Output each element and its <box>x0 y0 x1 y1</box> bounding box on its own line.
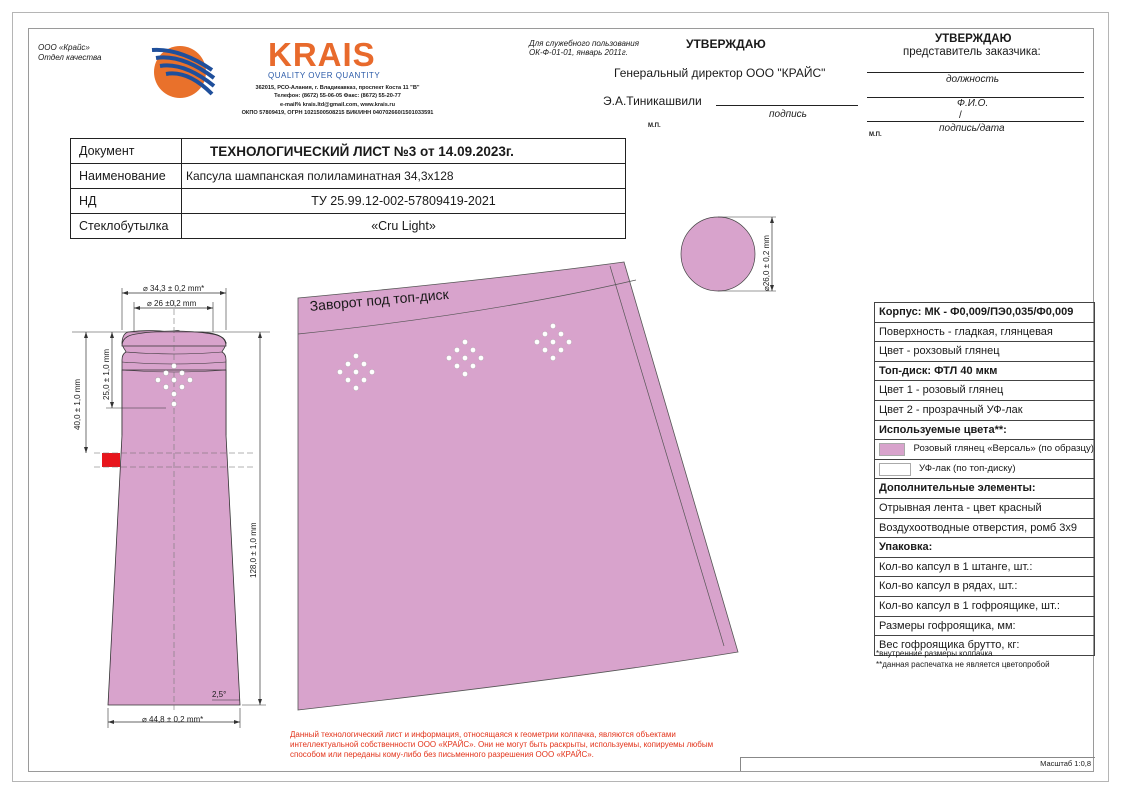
approve-title-left: УТВЕРЖДАЮ <box>686 37 766 51</box>
table-row <box>71 189 626 214</box>
color-label: Розовый глянец «Версаль» (по образцу) <box>913 443 1094 455</box>
color-swatch-pink <box>879 443 905 456</box>
customer-fio-caption: Ф.И.О. <box>957 98 989 109</box>
dim-height: 128,0 ± 1,0 mm <box>249 522 258 578</box>
bottle-value: «Cru Light» <box>371 219 436 233</box>
color-row <box>875 440 1094 460</box>
document-info-table <box>70 138 626 239</box>
product-name: Капсула шампанская полиламинатная 34,3х128 <box>182 164 626 189</box>
doc-title: ТЕХНОЛОГИЧЕСКИЙ ЛИСТ №3 от 14.09.2023г. <box>182 139 626 164</box>
brand-tagline: QUALITY OVER QUANTITY <box>268 71 381 80</box>
spec-row: Упаковка: <box>875 538 1094 558</box>
spec-row: Размеры гофроящика, мм: <box>875 617 1094 637</box>
note-inner-dimensions: *внутренние размеры колпачка <box>876 649 993 658</box>
brand-name: KRAIS <box>268 36 376 73</box>
company-email: e-mail% krais.ltd@gmail.com, www.krais.ru <box>280 101 395 108</box>
position-line <box>867 71 1084 73</box>
nd-value: ТУ 25.99.12-002-57809419-2021 <box>182 189 626 214</box>
director-signature-caption: подпись <box>769 109 807 120</box>
company-address: 362015, РСО-Алания, г. Владикавказ, проспект Коста 11 "В" <box>255 85 420 91</box>
scale-box <box>740 757 1095 771</box>
spec-row: Воздухоотводные отверстия, ромб 3х9 <box>875 519 1094 539</box>
dim-top-outer: ⌀ 34,3 ± 0,2 mm* <box>143 284 205 293</box>
service-use-note: Для служебного пользования <box>529 39 640 48</box>
sign-date-line <box>867 120 1084 122</box>
spec-row: Дополнительные элементы: <box>875 479 1094 499</box>
dim-left-40: 40,0 ± 1,0 mm <box>73 378 82 430</box>
disc-dim: ⌀26,0 ± 0,2 mm <box>762 235 771 291</box>
dim-top-inner-value: 26 <box>154 299 163 308</box>
director-position: Генеральный директор ООО "КРАЙС" <box>614 66 826 80</box>
dim-bottom: ⌀ 44,8 ± 0,2 mm* <box>142 715 204 724</box>
spec-row: Вес гофроящика брутто, кг: <box>879 639 1020 652</box>
name-label: Наименование <box>71 164 182 189</box>
approve-subtitle-right: представитель заказчика: <box>903 46 1041 58</box>
dim-top-inner: ⌀ 26 ±0,2 mm <box>147 299 197 308</box>
nd-label: НД <box>71 189 182 214</box>
dim-bottom-value: 44,8 <box>149 715 165 724</box>
copyright-notice: Данный технологический лист и информация, относящаяся к геометрии колпачка, являются объектами интеллектуальной собственности ООО «КРАЙС». Они не могут быть раскрыты, используемы, копируемы любым способом или переданы кому-либо без письменного разрешения ООО «КРАЙС». <box>290 730 714 760</box>
spec-notes <box>876 648 1050 670</box>
dim-angle: 2,5° <box>212 690 227 699</box>
color-row <box>875 460 1094 480</box>
director-name: Э.А.Тиникашвили <box>603 94 702 108</box>
color-swatch-uv <box>879 463 911 476</box>
spec-row: Кол-во капсул в 1 штанге, шт.: <box>875 558 1094 578</box>
dim-top-inner-tolerance: ±0,2 mm <box>165 299 197 308</box>
spec-row: Цвет 2 - прозрачный УФ-лак <box>875 401 1094 421</box>
form-code: ОК-Ф-01-01, январь 2011г. <box>529 48 628 57</box>
table-row <box>71 139 626 164</box>
bottle-label: Стеклобутылка <box>71 214 182 239</box>
scale-label: Масштаб 1:0,8 <box>1040 759 1091 768</box>
company-phone: Телефон: (8672) 55-06-05 Факс: (8672) 55-20-77 <box>274 93 401 100</box>
disc-dim-value: 26,0 ± 0,2 mm <box>762 235 771 287</box>
capsule-unfold-drawing <box>290 258 750 718</box>
spec-row: Цвет - рохзовый глянец <box>875 342 1094 362</box>
table-row <box>71 164 626 189</box>
spec-row: Корпус: МК - Ф0,009/ПЭ0,035/Ф0,009 <box>875 303 1094 323</box>
table-row <box>71 214 626 239</box>
spec-row: Кол-во капсул в 1 гофроящике, шт.: <box>875 597 1094 617</box>
approve-title-right: УТВЕРЖДАЮ <box>935 33 1012 45</box>
customer-position-caption: должность <box>946 74 1000 85</box>
spec-row: Поверхность - гладкая, глянцевая <box>875 323 1094 343</box>
stamp-place-left: М.П. <box>648 123 661 129</box>
spec-row: Цвет 1 - розовый глянец <box>875 381 1094 401</box>
unfold-fold-label: Заворот под топ-диск <box>309 285 450 314</box>
color-label: УФ-лак (по топ-диску) <box>919 462 1016 474</box>
sign-date-slash: / <box>959 110 962 121</box>
company-contacts <box>220 84 455 117</box>
dim-bottom-tolerance: ± 0,2 mm* <box>166 715 204 724</box>
specification-table <box>874 302 1095 656</box>
unfold-shape <box>298 262 738 710</box>
dim-top-outer-value: 34,3 <box>150 284 166 293</box>
spec-row: Кол-во капсул в рядах, шт.: <box>875 577 1094 597</box>
spec-row: Отрывная лента - цвет красный <box>875 499 1094 519</box>
krais-logo-icon <box>150 40 216 100</box>
dim-top-outer-tolerance: ± 0,2 mm* <box>167 284 205 293</box>
spec-row: Топ-диск: ФТЛ 40 мкм <box>875 362 1094 382</box>
company-codes: ОКПО 57809419, ОГРН 1021500508215 БИК/ИНН 040702660/1501033591 <box>241 109 434 116</box>
customer-sign-date-caption: подпись/дата <box>939 123 1005 134</box>
doc-label: Документ <box>71 139 182 164</box>
stamp-place-right: М.П. <box>869 132 882 138</box>
org-department: Отдел качества <box>38 53 102 62</box>
director-signature-line <box>716 93 858 106</box>
note-not-color-proof: **данная распечатка не является цветопробой <box>876 660 1050 669</box>
org-name: ООО «Крайс» <box>38 43 90 52</box>
spec-row: Используемые цвета**: <box>875 421 1094 441</box>
tear-tape-marker <box>102 453 120 467</box>
dim-left-25: 25,0 ± 1,0 mm <box>102 348 111 400</box>
